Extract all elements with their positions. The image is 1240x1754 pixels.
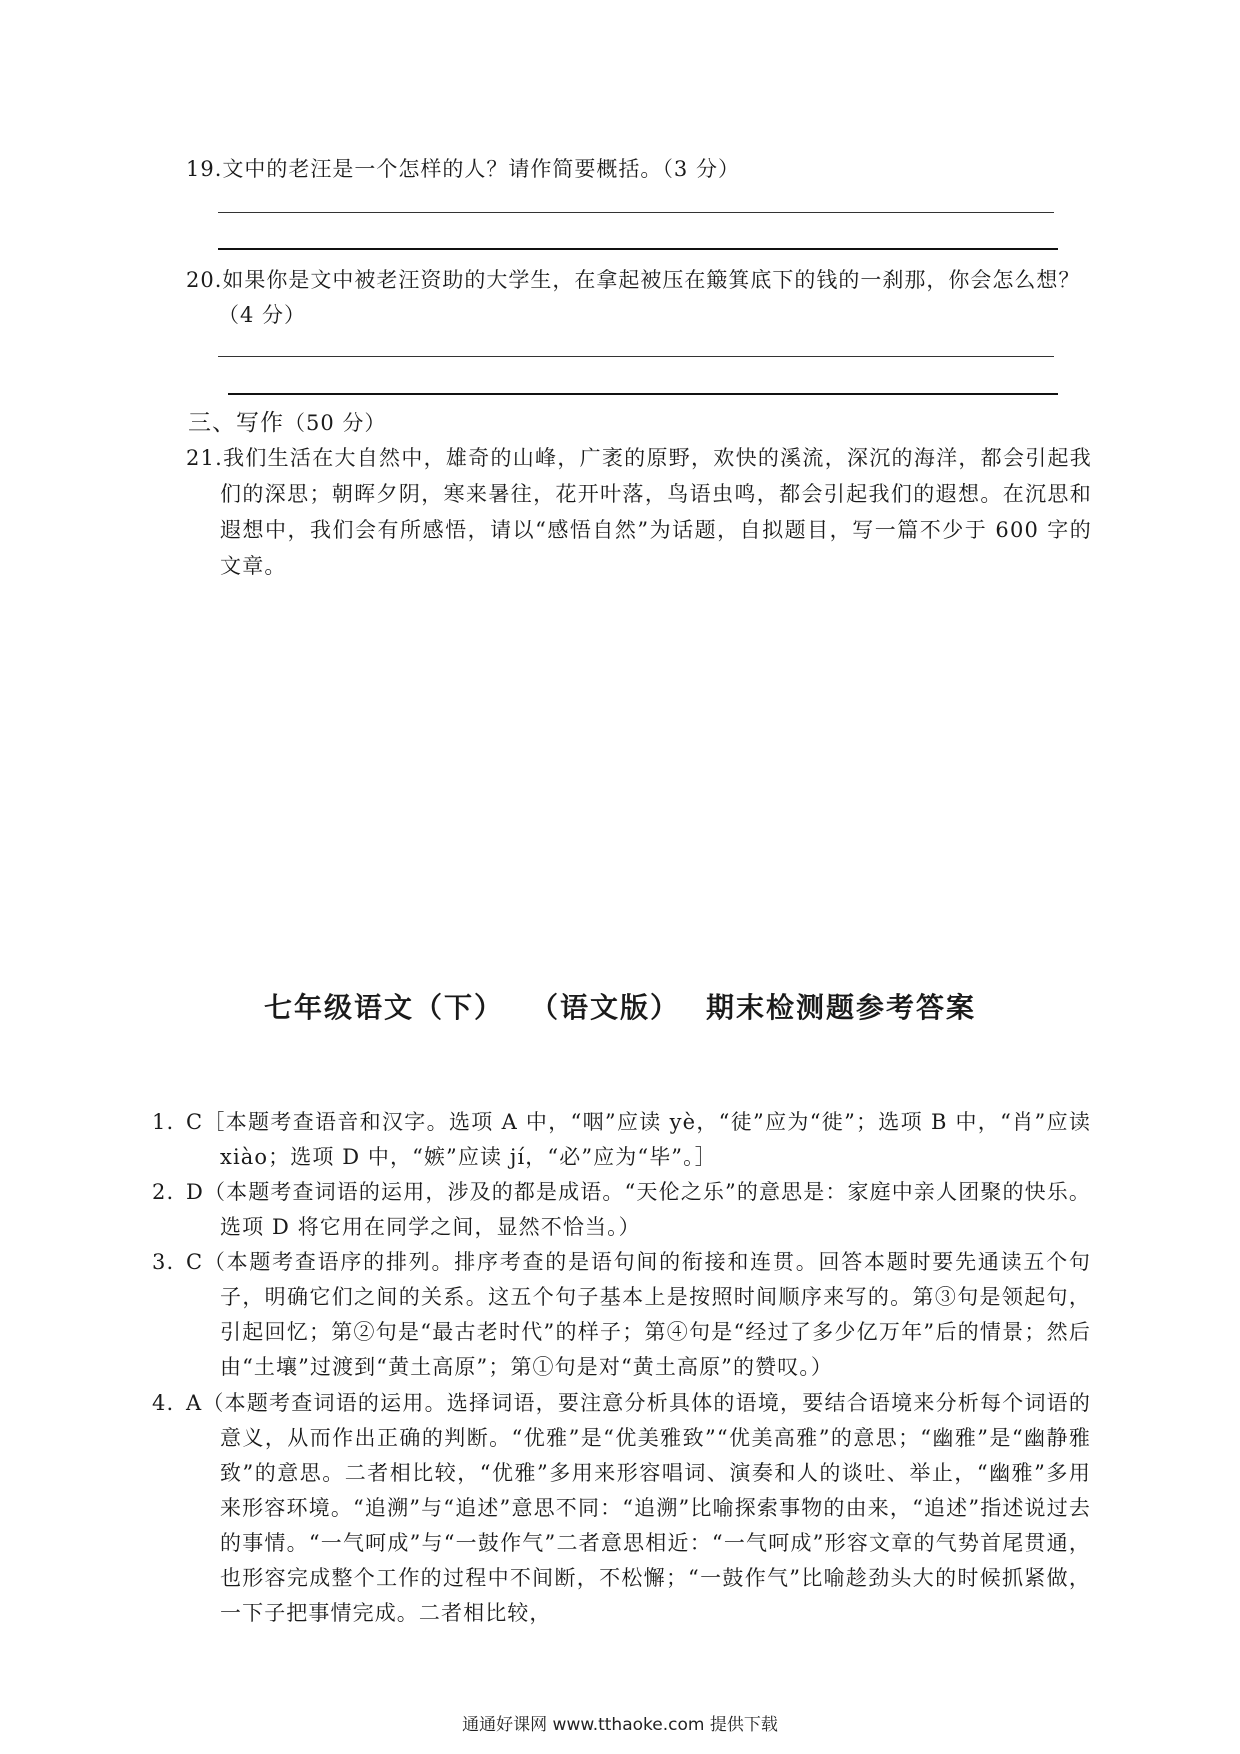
question-text: 我们生活在大自然中，雄奇的山峰，广袤的原野，欢快的溪流，深沉的海洋，都会引起我们的深思；朝晖夕阴，寒来暑往，花开叶落，鸟语虫鸣，都会引起我们的遐想。在沉思和遐想中，我们会有所感悟，请以“感悟自然”为话题，自拟题目，写一篇不少于 600 字的文章。 xyxy=(220,446,1092,578)
question-19 xyxy=(186,152,1066,187)
answer-text: D（本题考查词语的运用，涉及的都是成语。“天伦之乐”的意思是：家庭中亲人团聚的快乐。选项 D 将它用在同学之间，显然不恰当。） xyxy=(186,1180,1091,1239)
question-21 xyxy=(186,440,1092,584)
question-score: （4 分） xyxy=(218,303,307,327)
page-footer: 通通好课网 www.tthaoke.com 提供下载 xyxy=(462,1715,778,1735)
section-heading xyxy=(188,404,386,437)
answer-text: C（本题考查语序的排列。排序考查的是语句间的衔接和连贯。回答本题时要先通读五个句子，明确它们之间的关系。这五个句子基本上是按照时间顺序来写的。第③句是领起句，引起回忆；第②句是“最古老时代”的样子；第④句是“经过了多少亿万年”后的情景；然后由“土壤”过渡到“黄土高原”；第①句是对“黄土高原”的赞叹。） xyxy=(186,1250,1091,1379)
question-20 xyxy=(186,263,1086,298)
question-text: 如果你是文中被老汪资助的大学生，在拿起被压在簸箕底下的钱的一刹那，你会怎么想？ xyxy=(222,268,1081,292)
question-number: 20. xyxy=(186,268,223,292)
answer-text: C［本题考查语音和汉字。选项 A 中，“咽”应读 yè，“徒”应为“徙”；选项 B 中，“肖”应读 xiào；选项 D 中，“嫉”应读 jí，“必”应为“毕”。］ xyxy=(186,1110,1091,1169)
answer-item-1: 1. C［本题考查语音和汉字。选项 A 中，“咽”应读 yè，“徒”应为“徙”；选项 B 中，“肖”应读 xiào；选项 D 中，“嫉”应读 jí，“必”应为“毕”。］ xyxy=(152,1110,1091,1169)
question-20-score xyxy=(218,298,418,333)
question-number: 19. xyxy=(186,157,223,181)
answer-line xyxy=(218,212,1054,213)
question-text: 文中的老汪是一个怎样的人？请作简要概括。（3 分） xyxy=(222,157,740,181)
answer-item-2: 2. D（本题考查词语的运用，涉及的都是成语。“天伦之乐”的意思是：家庭中亲人团聚的快乐。选项 D 将它用在同学之间，显然不恰当。） xyxy=(152,1180,1091,1239)
section-title: 三、写作 xyxy=(188,410,284,436)
title-part: 七年级语文（下） xyxy=(263,991,504,1024)
answer-line xyxy=(218,356,1054,357)
answer-text: A（本题考查词语的运用。选择词语，要注意分析具体的语境，要结合语境来分析每个词语的意义，从而作出正确的判断。“优雅”是“优美雅致”“优美高雅”的意思；“幽雅”是“幽静雅致”的意思。二者相比较，“优雅”多用来形容唱词、演奏和人的谈吐、举止，“幽雅”多用来形容环境。“追溯”与“追述”意思不同：“追溯”比喻探索事物的由来，“追述”指述说过去的事情。“一气呵成”与“一鼓作气”二者意思相近：“一气呵成”形容文章的气势首尾贯通，也形容完成整个工作的过程中不间断，不松懈；“一鼓作气”比喻趁劲头大的时候抓紧做，一下子把事情完成。二者相比较， xyxy=(186,1391,1091,1625)
section-score: （50 分） xyxy=(284,411,387,435)
answer-item-4: 4. A（本题考查词语的运用。选择词语，要注意分析具体的语境，要结合语境来分析每个词语的意义，从而作出正确的判断。“优雅”是“优美雅致”“优美高雅”的意思；“幽雅”是“幽静雅致”的意思。二者相比较，“优雅”多用来形容唱词、演奏和人的谈吐、举止，“幽雅”多用来形容环境。“追溯”与“追述”意思不同：“追溯”比喻探索事物的由来，“追述”指述说过去的事情。“一气呵成”与“一鼓作气”二者意思相近：“一气呵成”形容文章的气势首尾贯通，也形容完成整个工作的过程中不间断，不松懈；“一鼓作气”比喻趁劲头大的时候抓紧做，一下子把事情完成。二者相比较， xyxy=(152,1391,1091,1625)
answer-line xyxy=(218,248,1058,250)
title-part: （语文版） xyxy=(529,991,680,1024)
question-number: 21. xyxy=(186,446,223,470)
answer-key-title xyxy=(0,986,1240,1026)
answer-item-3: 3. C（本题考查语序的排列。排序考查的是语句间的衔接和连贯。回答本题时要先通读五个句子，明确它们之间的关系。这五个句子基本上是按照时间顺序来写的。第③句是领起句，引起回忆；第②句是“最古老时代”的样子；第④句是“经过了多少亿万年”后的情景；然后由“土壤”过渡到“黄土高原”；第①句是对“黄土高原”的赞叹。） xyxy=(152,1250,1091,1379)
answer-line xyxy=(228,393,1058,395)
title-part: 期末检测题参考答案 xyxy=(706,991,977,1024)
